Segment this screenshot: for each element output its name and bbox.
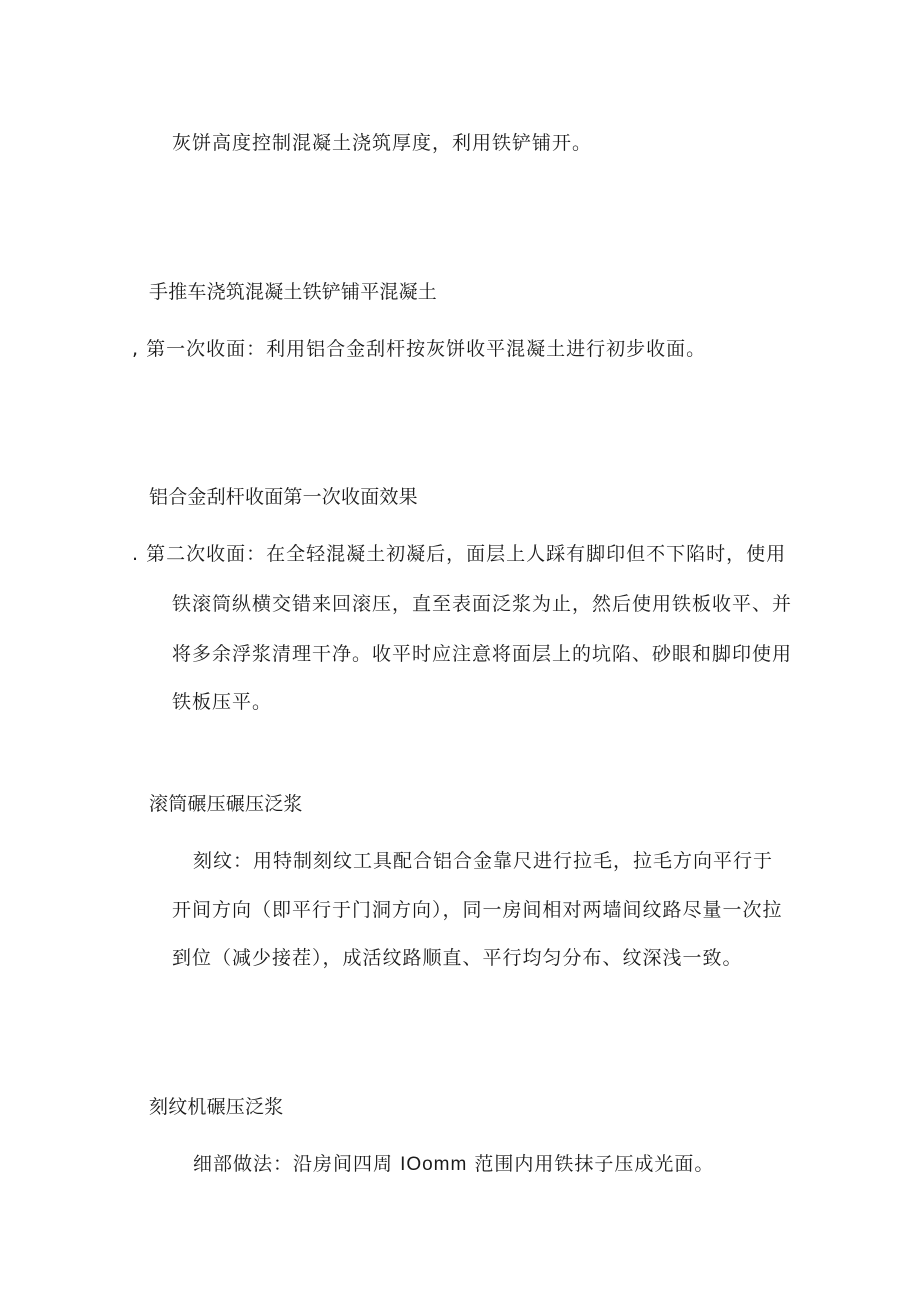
paragraph-detail-treatment [193,1152,714,1177]
caption-first-finishing: 铝合金刮杆收面第一次收面效果 [149,486,418,508]
caption-cart-pouring: 手推车浇筑混凝土铁铲铺平混凝土 [149,281,438,303]
paragraph-second-finishing-line-4: 铁板压平。 [172,691,273,713]
detail-treatment-suffix: 范围内用铁抹子压成光面。 [474,1153,715,1175]
caption-texturing-machine: 刻纹机碾压泛浆 [149,1096,284,1118]
paragraph-texturing-line-1: 刻纹：用特制刻纹工具配合铝合金靠尺进行拉毛，拉毛方向平行于 [193,850,774,872]
caption-roller-compaction: 滚筒碾压碾压泛浆 [149,793,303,815]
paragraph-first-finishing: , 第一次收面：利用铝合金刮杆按灰饼收平混凝土进行初步收面。 [132,338,707,360]
paragraph-second-finishing-line-2: 铁滚筒纵横交错来回滚压，直至表面泛浆为止，然后使用铁板收平、并 [172,593,793,615]
paragraph-texturing-line-3: 到位（减少接茬），成活纹路顺直、平行均匀分布、纹深浅一致。 [172,947,743,969]
paragraph-second-finishing-line-3: 将多余浮浆清理干净。收平时应注意将面层上的坑陷、砂眼和脚印使用 [172,643,793,665]
paragraph-texturing-line-2: 开间方向（即平行于门洞方向），同一房间相对两墙间纹路尽量一次拉 [172,899,783,921]
detail-treatment-prefix: 细部做法：沿房间四周 [193,1153,394,1175]
paragraph-second-finishing-line-1: . 第二次收面：在全轻混凝土初凝后，面层上人踩有脚印但不下陷时，使用 [132,543,787,565]
detail-treatment-dimension: IOomm [400,1154,468,1175]
paragraph-screed-height: 灰饼高度控制混凝土浇筑厚度，利用铁铲铺开。 [172,132,593,154]
